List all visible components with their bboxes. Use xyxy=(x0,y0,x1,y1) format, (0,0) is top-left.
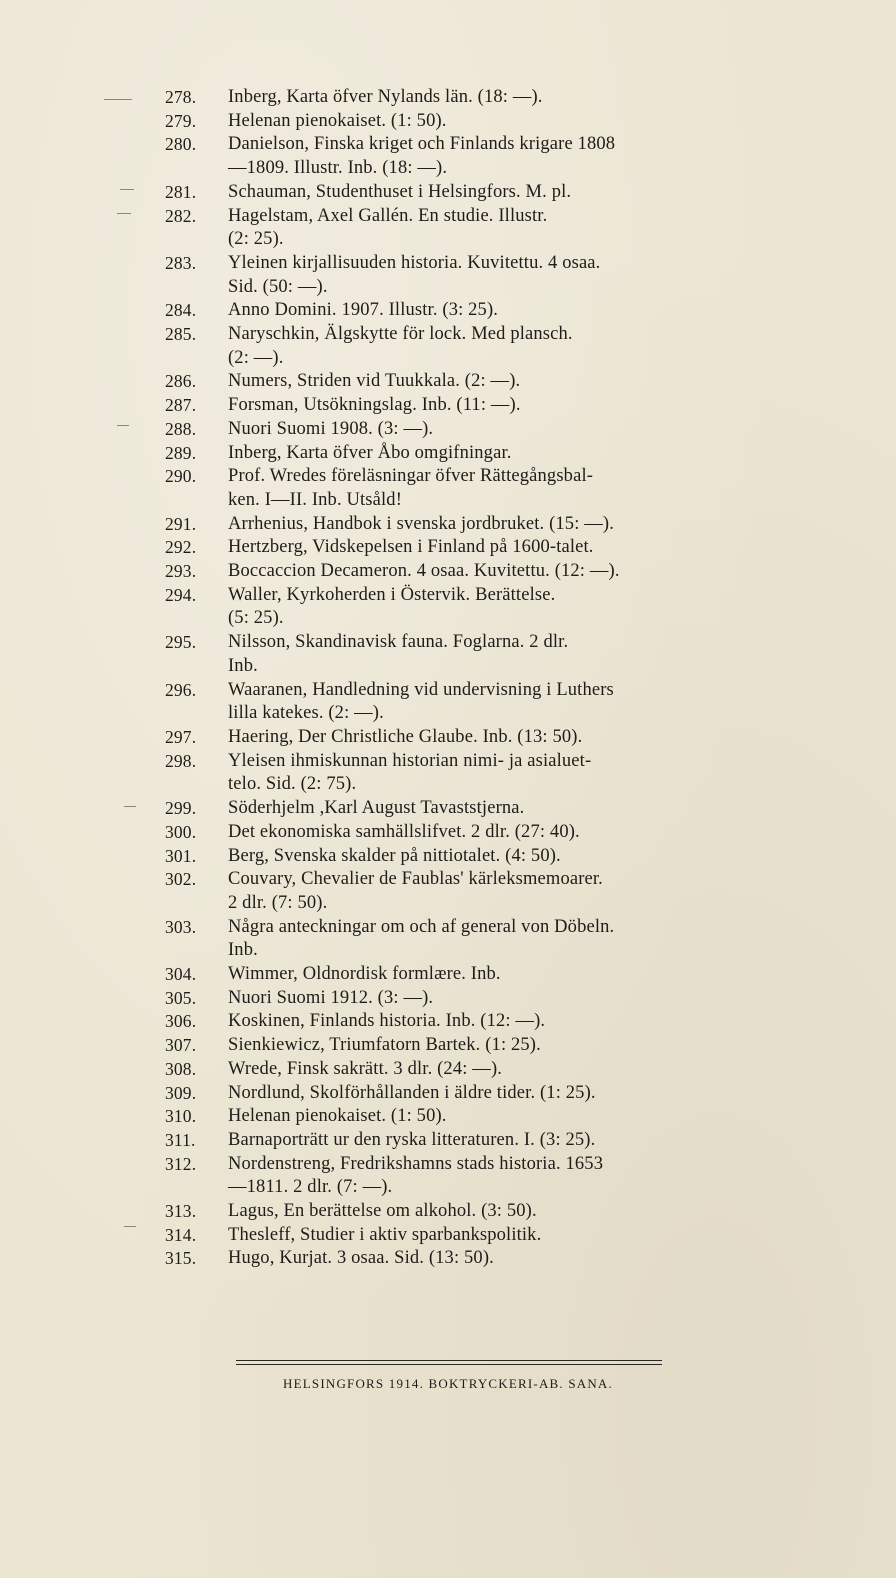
entry-text: Det ekonomiska samhällslifvet. 2 dlr. (27: 40). xyxy=(228,821,580,842)
entry-text: Boccaccion Decameron. 4 osaa. Kuvitettu. (12: —). xyxy=(228,561,620,582)
entry-number: 301. xyxy=(165,845,197,866)
list-item xyxy=(0,1034,896,1058)
entry-text: Koskinen, Finlands historia. Inb. (12: —). xyxy=(228,1011,546,1032)
list-item xyxy=(0,536,896,560)
list-item xyxy=(0,987,896,1011)
entry-text: Waaranen, Handledning vid undervisning i Luthers lilla katekes. (2: —). xyxy=(228,679,614,724)
entry-number: 300. xyxy=(165,821,197,842)
footer-rule-top xyxy=(236,1360,662,1361)
entry-text: Couvary, Chevalier de Faublas' kärleksmemoarer. 2 dlr. (7: 50). xyxy=(228,869,603,913)
list-item xyxy=(0,1129,896,1153)
entry-text: Lagus, En berättelse om alkohol. (3: 50). xyxy=(228,1201,537,1222)
list-item xyxy=(0,1200,896,1224)
margin-mark xyxy=(104,99,132,100)
entry-text: Helenan pienokaiset. (1: 50). xyxy=(228,1106,447,1127)
entry-number: 315. xyxy=(165,1248,197,1269)
entry-number: 306. xyxy=(165,1011,197,1032)
list-item xyxy=(0,1247,896,1271)
entry-number: 287. xyxy=(165,395,197,416)
entry-number: 297. xyxy=(165,726,197,747)
entry-text: Nilsson, Skandinavisk fauna. Foglarna. 2 dlr. Inb. xyxy=(228,632,569,676)
margin-mark xyxy=(120,189,134,190)
entry-number: 288. xyxy=(165,418,197,439)
entry-number: 305. xyxy=(165,987,197,1008)
list-item xyxy=(0,821,896,845)
list-item xyxy=(0,299,896,323)
margin-mark xyxy=(117,425,129,426)
entry-text: Arrhenius, Handbok i svenska jordbruket. (15: —). xyxy=(228,513,615,534)
entry-number: 313. xyxy=(165,1201,197,1222)
entry-text: Anno Domini. 1907. Illustr. (3: 25). xyxy=(228,300,499,321)
imprint: HELSINGFORS 1914. BOKTRYCKERI-AB. SANA. xyxy=(283,1376,613,1391)
entry-number: 299. xyxy=(165,798,197,819)
list-item xyxy=(0,868,896,915)
entry-number: 283. xyxy=(165,252,197,273)
entry-number: 308. xyxy=(165,1058,197,1079)
entry-number: 298. xyxy=(165,750,197,771)
entry-text: Yleinen kirjallisuuden historia. Kuvitettu. 4 osaa. Sid. (50: —). xyxy=(228,252,601,297)
entry-number: 278. xyxy=(165,87,197,107)
list-item xyxy=(0,1153,896,1200)
list-item xyxy=(0,1105,896,1129)
entry-number: 280. xyxy=(165,134,197,155)
list-item xyxy=(0,1010,896,1034)
list-item xyxy=(0,1082,896,1106)
list-item xyxy=(0,679,896,726)
entry-number: 309. xyxy=(165,1082,197,1103)
list-item xyxy=(0,1224,896,1248)
entry-number: 286. xyxy=(165,371,197,392)
entry-text: Nuori Suomi 1912. (3: —). xyxy=(228,987,434,1008)
entry-number: 307. xyxy=(165,1035,197,1056)
entry-text: Inberg, Karta öfver Åbo omgifningar. xyxy=(228,442,512,463)
entry-text: Några anteckningar om och af general von Döbeln. Inb. xyxy=(228,916,615,961)
entry-number: 279. xyxy=(165,110,197,131)
entry-number: 296. xyxy=(165,679,197,700)
entry-number: 293. xyxy=(165,561,197,582)
list-item xyxy=(0,86,896,110)
list-item xyxy=(0,205,896,252)
list-item xyxy=(0,584,896,631)
margin-mark xyxy=(124,1226,136,1227)
list-item xyxy=(0,370,896,394)
entry-text: Nordlund, Skolförhållanden i äldre tider. (1: 25). xyxy=(228,1082,596,1103)
list-item xyxy=(0,181,896,205)
entry-text: Nuori Suomi 1908. (3: —). xyxy=(228,418,434,439)
entry-text: Hagelstam, Axel Gallén. En studie. Illustr. (2: 25). xyxy=(228,205,548,250)
list-item xyxy=(0,750,896,797)
entry-number: 285. xyxy=(165,324,197,345)
list-item xyxy=(0,1058,896,1082)
entry-text: Schauman, Studenthuset i Helsingfors. M. pl. xyxy=(228,181,572,202)
entry-number: 291. xyxy=(165,513,197,534)
entry-text: Sienkiewicz, Triumfatorn Bartek. (1: 25). xyxy=(228,1035,541,1056)
list-item xyxy=(0,418,896,442)
entry-number: 294. xyxy=(165,584,197,605)
list-item xyxy=(0,916,896,963)
entry-number: 303. xyxy=(165,916,197,937)
entry-number: 290. xyxy=(165,466,197,487)
entry-number: 282. xyxy=(165,205,197,226)
list-item xyxy=(0,110,896,134)
entry-number: 289. xyxy=(165,442,197,463)
list-item xyxy=(0,442,896,466)
entry-text: Helenan pienokaiset. (1: 50). xyxy=(228,110,447,131)
margin-mark xyxy=(117,213,131,214)
entry-text: Hertzberg, Vidskepelsen i Finland på 1600-talet. xyxy=(228,537,594,558)
book-list xyxy=(0,86,896,1271)
list-item xyxy=(0,560,896,584)
entry-text: Inberg, Karta öfver Nylands län. (18: —). xyxy=(228,87,543,107)
entry-text: Söderhjelm ,Karl August Tavaststjerna. xyxy=(228,798,525,819)
list-item xyxy=(0,394,896,418)
entry-number: 284. xyxy=(165,300,197,321)
entry-text: Forsman, Utsökningslag. Inb. (11: —). xyxy=(228,395,521,416)
entry-number: 292. xyxy=(165,537,197,558)
entry-text: Wrede, Finsk sakrätt. 3 dlr. (24: —). xyxy=(228,1058,503,1079)
entry-number: 302. xyxy=(165,869,197,890)
entry-text: Naryschkin, Älgskytte för lock. Med plansch. (2: —). xyxy=(228,324,573,368)
entry-text: Danielson, Finska kriget och Finlands krigare 1808 —1809. Illustr. Inb. (18: —). xyxy=(228,134,616,179)
entry-number: 295. xyxy=(165,632,197,653)
list-item xyxy=(0,963,896,987)
entry-text: Yleisen ihmiskunnan historian nimi- ja asialuet- telo. Sid. (2: 75). xyxy=(228,750,592,795)
entry-text: Barnaporträtt ur den ryska litteraturen. I. (3: 25). xyxy=(228,1129,596,1150)
entry-number: 304. xyxy=(165,964,197,985)
list-item xyxy=(0,465,896,512)
entry-text: Waller, Kyrkoherden i Östervik. Berättelse. (5: 25). xyxy=(228,584,556,629)
entry-text: Wimmer, Oldnordisk formlære. Inb. xyxy=(228,964,501,985)
entry-number: 314. xyxy=(165,1224,197,1245)
list-item xyxy=(0,797,896,821)
entry-text: Nordenstreng, Fredrikshamns stads historia. 1653 —1811. 2 dlr. (7: —). xyxy=(228,1153,604,1198)
list-item xyxy=(0,513,896,537)
entry-text: Haering, Der Christliche Glaube. Inb. (13: 50). xyxy=(228,726,583,747)
list-item xyxy=(0,133,896,180)
list-item xyxy=(0,845,896,869)
list-item xyxy=(0,726,896,750)
entry-number: 311. xyxy=(165,1129,196,1150)
entry-text: Prof. Wredes föreläsningar öfver Rättegångsbal- ken. I—II. Inb. Utsåld! xyxy=(228,466,594,510)
margin-mark xyxy=(124,806,136,807)
entry-text: Hugo, Kurjat. 3 osaa. Sid. (13: 50). xyxy=(228,1248,494,1269)
list-item xyxy=(0,631,896,678)
entry-number: 281. xyxy=(165,181,197,202)
list-item xyxy=(0,323,896,370)
entry-text: Berg, Svenska skalder på nittiotalet. (4: 50). xyxy=(228,845,561,866)
entry-number: 310. xyxy=(165,1106,197,1127)
entry-text: Numers, Striden vid Tuukkala. (2: —). xyxy=(228,371,521,392)
entry-text: Thesleff, Studier i aktiv sparbankspolitik. xyxy=(228,1224,542,1245)
entry-number: 312. xyxy=(165,1153,197,1174)
list-item xyxy=(0,252,896,299)
footer-rule-bottom xyxy=(236,1364,662,1365)
